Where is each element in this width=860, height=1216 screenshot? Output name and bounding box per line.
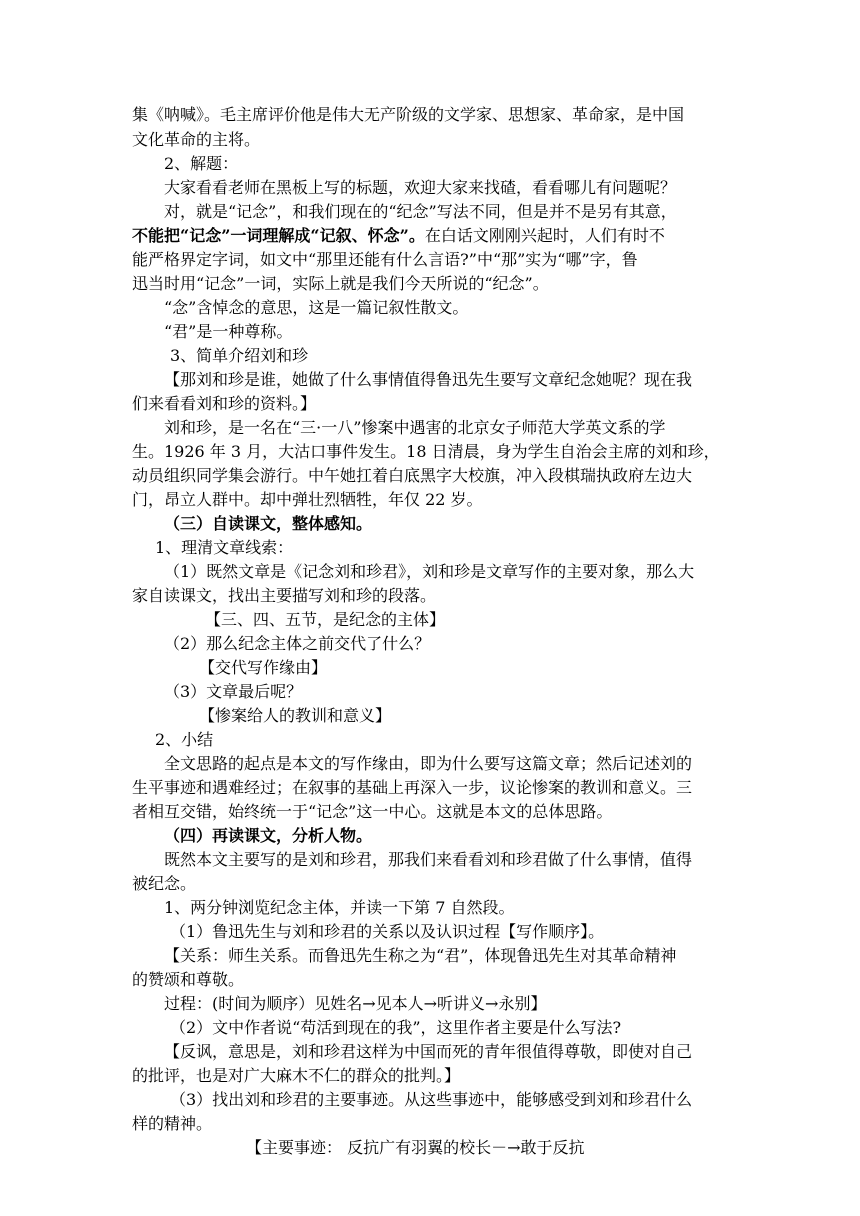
text-line: 能严格界定字词，如文中“那里还能有什么言语?”中“那”实为“哪”字，鲁	[132, 250, 638, 269]
text-line: 者相互交错，始终统一于“记念”这一中心。这就是本文的总体思路。	[132, 802, 613, 821]
text-line: 样的精神。	[132, 1114, 213, 1133]
text-line: （3）文章最后呢？	[164, 682, 303, 701]
text-line: 生。1926 年 3 月，大沽口事件发生。18 日清晨，身为学生自治会主席的刘和珍，	[132, 442, 720, 461]
section-heading: 3、简单介绍刘和珍	[170, 346, 309, 365]
text-line: 集《呐喊》。毛主席评价他是伟大无产阶级的文学家、思想家、革命家，是中国	[132, 105, 685, 124]
answer-line: 【三、四、五节，是纪念的主体】	[205, 610, 446, 629]
text-line: 过程：(时间为顺序）见姓名→见本人→听讲义→永别】	[164, 994, 547, 1013]
text-line: 对，就是“记念”，和我们现在的“纪念”写法不同，但是并不是另有其意，	[164, 202, 677, 221]
text-line: （2）文中作者说“苟活到现在的我”，这里作者主要是什么写法?	[170, 1018, 622, 1037]
text-line: “念”含悼念的意思，这是一篇记叙性散文。	[164, 298, 469, 317]
section-heading: （三）自读课文，整体感知。	[164, 514, 373, 533]
text-line: （1）既然文章是《记念刘和珍君》，刘和珍是文章写作的主要对象，那么大	[164, 562, 695, 581]
text-line: “君”是一种尊称。	[164, 322, 293, 341]
text-line: 【关系：师生关系。而鲁迅先生称之为“君”，体现鲁迅先生对其革命精神	[164, 946, 677, 965]
text-line: 【主要事迹： 反抗广有羽翼的校长－→敢于反抗	[246, 1138, 585, 1157]
text-line: 全文思路的起点是本文的写作缘由，即为什么要写这篇文章；然后记述刘的	[164, 754, 693, 773]
text-line: 的批评，也是对广大麻木不仁的群众的批判。】	[132, 1066, 461, 1085]
text-line: 家自读课文，找出主要描写刘和珍的段落。	[132, 586, 437, 605]
text-line: 文化革命的主将。	[132, 130, 261, 149]
text-line: （3）找出刘和珍君的主要事迹。从这些事迹中，能够感受到刘和珍君什么	[170, 1090, 693, 1109]
section-heading: 1、两分钟浏览纪念主体，并读一下第 7 自然段。	[164, 898, 515, 917]
text-line	[132, 225, 665, 247]
text-line: 迅当时用“记念”一词，实际上就是我们今天所说的“纪念”。	[132, 274, 549, 293]
text-line: 大家看看老师在黑板上写的标题，欢迎大家来找碴，看看哪儿有问题呢？	[164, 178, 677, 197]
text-line: 门，昂立人群中。却中弹壮烈牺牲，年仅 22 岁。	[132, 490, 483, 509]
text-line: 们来看看刘和珍的资料。】	[132, 394, 317, 413]
text-line: 既然本文主要写的是刘和珍君，那我们来看看刘和珍君做了什么事情，值得	[164, 850, 693, 869]
text-line: 动员组织同学集会游行。中午她扛着白底黑字大校旗，冲入段棋瑞执政府左边大	[132, 466, 693, 485]
text-line: （2）那么纪念主体之前交代了什么？	[164, 634, 431, 653]
text-line: 【那刘和珍是谁，她做了什么事情值得鲁迅先生要写文章纪念她呢？现在我	[164, 370, 693, 389]
section-heading: 2、解题：	[164, 154, 239, 173]
emphasis-text: 不能把“记念”一词理解成“记叙、怀念”。	[132, 226, 425, 245]
text-line: 的赞颂和尊敬。	[132, 970, 245, 989]
section-heading: 2、小结	[155, 730, 214, 749]
text-line: 刘和珍，是一名在“三·一八”惨案中遇害的北京女子师范大学英文系的学	[164, 418, 666, 437]
text-line: 【反讽，意思是，刘和珍君这样为中国而死的青年很值得尊敬，即使对自己	[164, 1042, 693, 1061]
section-heading: 1、理清文章线索：	[155, 538, 294, 557]
answer-line: 【交代写作缘由】	[199, 658, 328, 677]
text-line: 被纪念。	[132, 874, 197, 893]
text-line: （1）鲁迅先生与刘和珍君的关系以及认识过程【写作顺序】。	[170, 922, 605, 941]
answer-line: 【惨案给人的教训和意义】	[199, 706, 392, 725]
text-line: 生平事迹和遇难经过；在叙事的基础上再深入一步，议论惨案的教训和意义。三	[132, 778, 693, 797]
section-heading: （四）再读课文，分析人物。	[164, 826, 373, 845]
body-text: 在白话文刚刚兴起时，人们有时不	[424, 226, 665, 245]
